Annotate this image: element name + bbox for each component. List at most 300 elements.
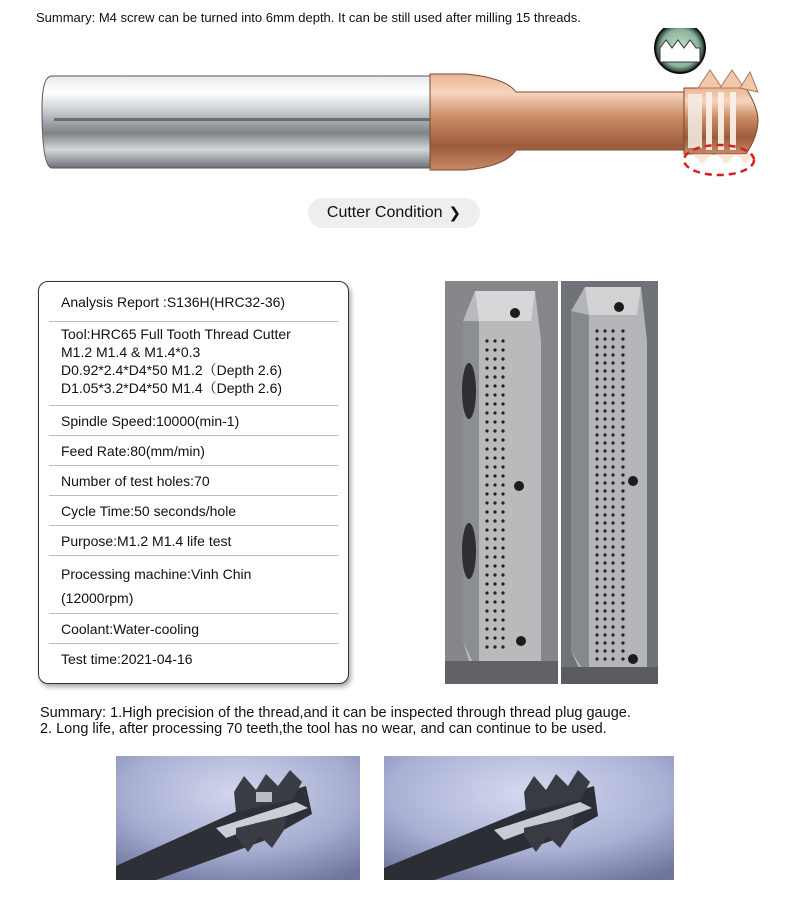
drilled-hole xyxy=(611,649,614,652)
drilled-hole xyxy=(621,353,624,356)
machine-row xyxy=(49,556,338,614)
drilled-hole xyxy=(501,618,504,621)
drilled-hole xyxy=(595,617,598,620)
purpose-row xyxy=(49,526,338,556)
drilled-hole xyxy=(485,555,488,558)
drilled-hole xyxy=(611,393,614,396)
drilled-hole xyxy=(611,561,614,564)
drilled-hole xyxy=(485,375,488,378)
drilled-hole xyxy=(611,441,614,444)
drilled-hole xyxy=(603,609,606,612)
drilled-hole xyxy=(485,438,488,441)
drilled-hole xyxy=(501,429,504,432)
drilled-hole xyxy=(595,569,598,572)
drilled-hole xyxy=(603,529,606,532)
drilled-hole xyxy=(595,329,598,332)
drilled-hole xyxy=(501,555,504,558)
drilled-hole xyxy=(595,377,598,380)
drilled-hole xyxy=(501,465,504,468)
drilled-hole xyxy=(493,627,496,630)
cutter-condition-label: Cutter Condition xyxy=(326,204,443,221)
drilled-hole xyxy=(485,600,488,603)
drilled-hole xyxy=(611,481,614,484)
drilled-hole xyxy=(621,649,624,652)
drilled-hole xyxy=(611,417,614,420)
drilled-hole xyxy=(493,456,496,459)
drilled-hole xyxy=(603,449,606,452)
drilled-hole xyxy=(611,537,614,540)
drilled-hole xyxy=(621,465,624,468)
drilled-hole xyxy=(501,375,504,378)
drilled-hole xyxy=(603,393,606,396)
drilled-hole xyxy=(493,645,496,648)
drilled-hole xyxy=(611,505,614,508)
drilled-hole xyxy=(621,585,624,588)
drilled-hole xyxy=(621,457,624,460)
drilled-hole xyxy=(595,457,598,460)
feed-rate-row xyxy=(49,436,338,466)
drilled-hole xyxy=(501,438,504,441)
drilled-hole xyxy=(493,546,496,549)
drilled-hole xyxy=(621,505,624,508)
report-title-row xyxy=(49,282,338,322)
drilled-hole xyxy=(493,573,496,576)
drilled-hole xyxy=(493,384,496,387)
drilled-hole xyxy=(485,456,488,459)
drilled-hole xyxy=(603,497,606,500)
drilled-hole xyxy=(603,561,606,564)
drilled-hole xyxy=(611,553,614,556)
drilled-hole xyxy=(595,433,598,436)
drilled-hole xyxy=(621,393,624,396)
drilled-hole xyxy=(603,457,606,460)
drilled-hole xyxy=(603,425,606,428)
drilled-hole xyxy=(611,577,614,580)
drilled-hole xyxy=(611,617,614,620)
drilled-hole xyxy=(485,357,488,360)
drilled-hole xyxy=(621,449,624,452)
drilled-hole xyxy=(603,545,606,548)
drilled-hole xyxy=(603,641,606,644)
workpiece-photo-left xyxy=(445,281,558,684)
drilled-hole xyxy=(485,492,488,495)
thread-cutter-illustration xyxy=(36,28,776,198)
drilled-hole xyxy=(595,561,598,564)
drilled-hole xyxy=(611,449,614,452)
drilled-hole xyxy=(611,369,614,372)
drilled-hole xyxy=(603,361,606,364)
drilled-hole xyxy=(611,513,614,516)
drilled-hole xyxy=(485,537,488,540)
drilled-hole xyxy=(485,348,488,351)
drilled-hole xyxy=(603,329,606,332)
test-time-row xyxy=(49,644,338,674)
drilled-hole xyxy=(621,425,624,428)
drilled-hole xyxy=(611,425,614,428)
drilled-hole xyxy=(493,375,496,378)
drilled-hole xyxy=(611,353,614,356)
coolant-row xyxy=(49,614,338,644)
drilled-hole xyxy=(603,617,606,620)
drilled-hole xyxy=(595,361,598,364)
drilled-hole xyxy=(493,555,496,558)
cycle-time: Cycle Time:50 seconds/hole xyxy=(61,503,237,519)
drilled-hole xyxy=(611,489,614,492)
drilled-hole xyxy=(621,385,624,388)
drilled-hole xyxy=(485,582,488,585)
drilled-hole xyxy=(611,521,614,524)
drilled-hole xyxy=(611,377,614,380)
drilled-hole xyxy=(485,636,488,639)
drilled-hole xyxy=(501,510,504,513)
drilled-hole xyxy=(611,345,614,348)
drilled-hole xyxy=(603,465,606,468)
drilled-hole xyxy=(621,441,624,444)
drilled-hole xyxy=(603,513,606,516)
drilled-hole xyxy=(603,409,606,412)
test-time: Test time:2021-04-16 xyxy=(61,651,193,667)
drilled-hole xyxy=(501,609,504,612)
cutter-condition-button[interactable] xyxy=(308,198,480,228)
drilled-hole xyxy=(485,627,488,630)
drilled-hole xyxy=(621,401,624,404)
tool-line-4: D1.05*3.2*D4*50 M1.4（Depth 2.6) xyxy=(61,380,283,396)
drilled-hole xyxy=(485,339,488,342)
drilled-hole xyxy=(611,569,614,572)
drilled-hole xyxy=(595,553,598,556)
drilled-hole xyxy=(493,618,496,621)
drilled-hole xyxy=(595,489,598,492)
drilled-hole xyxy=(485,474,488,477)
drilled-hole xyxy=(611,361,614,364)
machine-line-1: Processing machine:Vinh Chin xyxy=(61,566,252,582)
drilled-hole xyxy=(603,633,606,636)
drilled-hole xyxy=(493,474,496,477)
tool-line-2: M1.2 M1.4 & M1.4*0.3 xyxy=(61,344,201,360)
drilled-hole xyxy=(493,411,496,414)
drilled-hole xyxy=(595,497,598,500)
drilled-hole xyxy=(595,465,598,468)
drilled-hole xyxy=(493,339,496,342)
drilled-hole xyxy=(611,529,614,532)
machine-line-2: (12000rpm) xyxy=(61,590,134,606)
drilled-hole xyxy=(595,641,598,644)
drilled-hole xyxy=(603,577,606,580)
drilled-hole xyxy=(501,447,504,450)
coolant: Coolant:Water-cooling xyxy=(61,621,199,637)
drilled-hole xyxy=(595,393,598,396)
drilled-hole xyxy=(603,369,606,372)
drilled-hole xyxy=(603,601,606,604)
drilled-hole xyxy=(595,353,598,356)
drilled-hole xyxy=(493,438,496,441)
top-summary: Summary: M4 screw can be turned into 6mm depth. It can be still used after milling 15 threads. xyxy=(36,10,581,25)
drilled-hole xyxy=(485,411,488,414)
drilled-hole xyxy=(621,625,624,628)
drilled-hole xyxy=(611,329,614,332)
drilled-hole xyxy=(621,561,624,564)
drilled-hole xyxy=(485,510,488,513)
drilled-hole xyxy=(621,329,624,332)
drilled-hole xyxy=(485,564,488,567)
drilled-hole xyxy=(603,505,606,508)
drilled-hole xyxy=(485,573,488,576)
drilled-hole xyxy=(501,483,504,486)
drilled-hole xyxy=(595,449,598,452)
drilled-hole xyxy=(595,385,598,388)
chevron-right-icon: ❯ xyxy=(448,205,462,222)
drilled-hole xyxy=(603,345,606,348)
drilled-hole xyxy=(621,473,624,476)
analysis-report-card xyxy=(38,281,349,684)
drilled-hole xyxy=(485,618,488,621)
microscope-photo-left xyxy=(116,756,360,880)
drilled-hole xyxy=(493,492,496,495)
drilled-hole xyxy=(485,384,488,387)
drilled-hole xyxy=(603,473,606,476)
drilled-hole xyxy=(595,545,598,548)
drilled-hole xyxy=(485,501,488,504)
drilled-hole xyxy=(485,393,488,396)
drilled-hole xyxy=(611,465,614,468)
drilled-hole xyxy=(621,633,624,636)
drilled-hole xyxy=(621,641,624,644)
drilled-hole xyxy=(595,529,598,532)
drilled-hole xyxy=(493,591,496,594)
drilled-hole xyxy=(493,564,496,567)
drilled-hole xyxy=(621,409,624,412)
drilled-hole xyxy=(621,497,624,500)
drilled-hole xyxy=(493,519,496,522)
drilled-hole xyxy=(501,546,504,549)
test-holes: Number of test holes:70 xyxy=(61,473,210,489)
drilled-hole xyxy=(493,357,496,360)
drilled-hole xyxy=(485,402,488,405)
drilled-hole xyxy=(595,513,598,516)
drilled-hole xyxy=(501,627,504,630)
drilled-hole xyxy=(603,657,606,660)
drilled-hole xyxy=(493,465,496,468)
report-title: Analysis Report :S136H(HRC32-36) xyxy=(61,294,286,310)
drilled-hole xyxy=(621,433,624,436)
drilled-hole xyxy=(485,447,488,450)
drilled-hole xyxy=(595,505,598,508)
drilled-hole xyxy=(621,481,624,484)
drilled-hole xyxy=(485,528,488,531)
drilled-hole xyxy=(611,609,614,612)
drilled-hole xyxy=(611,409,614,412)
drilled-hole xyxy=(621,545,624,548)
drilled-hole xyxy=(603,569,606,572)
drilled-hole xyxy=(595,369,598,372)
drilled-hole xyxy=(621,417,624,420)
tool-line-3: D0.92*2.4*D4*50 M1.2（Depth 2.6) xyxy=(61,362,283,378)
drilled-hole xyxy=(611,457,614,460)
drilled-hole xyxy=(611,497,614,500)
drilled-hole xyxy=(611,401,614,404)
drilled-hole xyxy=(595,345,598,348)
drilled-hole xyxy=(595,625,598,628)
drilled-hole xyxy=(603,649,606,652)
drilled-hole xyxy=(493,609,496,612)
drilled-hole xyxy=(501,519,504,522)
drilled-hole xyxy=(501,537,504,540)
drilled-hole xyxy=(611,633,614,636)
drilled-hole xyxy=(621,593,624,596)
drilled-hole xyxy=(621,377,624,380)
drilled-hole xyxy=(595,521,598,524)
drilled-hole xyxy=(603,377,606,380)
workpiece-photo-right xyxy=(561,281,658,684)
spindle-speed: Spindle Speed:10000(min-1) xyxy=(61,413,240,429)
drilled-hole xyxy=(595,425,598,428)
microscope-photo-right xyxy=(384,756,674,880)
drilled-hole xyxy=(603,353,606,356)
drilled-hole xyxy=(485,645,488,648)
drilled-hole xyxy=(603,337,606,340)
drilled-hole xyxy=(493,429,496,432)
drilled-hole xyxy=(493,348,496,351)
drilled-hole xyxy=(501,366,504,369)
drilled-hole xyxy=(595,441,598,444)
drilled-hole xyxy=(595,481,598,484)
drilled-hole xyxy=(501,582,504,585)
drilled-hole xyxy=(611,641,614,644)
drilled-hole xyxy=(485,366,488,369)
drilled-hole xyxy=(621,553,624,556)
drilled-hole xyxy=(595,337,598,340)
drilled-hole xyxy=(603,521,606,524)
drilled-hole xyxy=(501,564,504,567)
drilled-hole xyxy=(621,537,624,540)
cycle-time-row xyxy=(49,496,338,526)
drilled-hole xyxy=(611,601,614,604)
drilled-hole xyxy=(621,369,624,372)
drilled-hole xyxy=(493,528,496,531)
drilled-hole xyxy=(603,441,606,444)
drilled-hole xyxy=(501,411,504,414)
spindle-speed-row xyxy=(49,406,338,436)
drilled-hole xyxy=(485,465,488,468)
drilled-hole xyxy=(595,577,598,580)
drilled-hole xyxy=(603,433,606,436)
drilled-hole xyxy=(501,348,504,351)
drilled-hole xyxy=(595,401,598,404)
drilled-hole xyxy=(501,393,504,396)
drilled-hole xyxy=(501,645,504,648)
drilled-hole xyxy=(493,501,496,504)
drilled-hole xyxy=(501,636,504,639)
drilled-hole xyxy=(493,600,496,603)
drilled-hole xyxy=(493,393,496,396)
drilled-hole xyxy=(621,657,624,660)
drilled-hole xyxy=(501,339,504,342)
thread-profile-icon xyxy=(655,28,705,73)
drilled-hole xyxy=(501,492,504,495)
drilled-hole xyxy=(501,456,504,459)
drilled-hole xyxy=(603,385,606,388)
drilled-hole xyxy=(621,513,624,516)
feed-rate: Feed Rate:80(mm/min) xyxy=(61,443,205,459)
drilled-hole xyxy=(603,489,606,492)
drilled-hole xyxy=(501,474,504,477)
bottom-summary-line-2: 2. Long life, after processing 70 teeth,the tool has no wear, and can continue to be used. xyxy=(40,721,607,737)
drilled-hole xyxy=(493,510,496,513)
drilled-hole xyxy=(493,483,496,486)
drilled-hole xyxy=(611,433,614,436)
drilled-hole xyxy=(501,528,504,531)
drilled-hole xyxy=(595,609,598,612)
report-tool-row xyxy=(49,322,338,406)
drilled-hole xyxy=(621,577,624,580)
drilled-hole xyxy=(501,600,504,603)
drilled-hole xyxy=(485,591,488,594)
drilled-hole xyxy=(621,609,624,612)
drilled-hole xyxy=(621,361,624,364)
drilled-hole xyxy=(621,345,624,348)
drilled-hole xyxy=(501,384,504,387)
drilled-hole xyxy=(621,569,624,572)
drilled-hole xyxy=(485,420,488,423)
drilled-hole xyxy=(611,473,614,476)
drilled-hole xyxy=(493,636,496,639)
drilled-hole xyxy=(595,585,598,588)
drilled-hole xyxy=(501,573,504,576)
drilled-hole xyxy=(611,585,614,588)
drilled-hole xyxy=(501,357,504,360)
drilled-hole xyxy=(595,409,598,412)
drilled-hole xyxy=(595,649,598,652)
drilled-hole xyxy=(621,337,624,340)
drilled-hole xyxy=(603,481,606,484)
drilled-hole xyxy=(493,447,496,450)
drilled-hole xyxy=(501,591,504,594)
drilled-hole xyxy=(485,429,488,432)
drilled-hole xyxy=(501,501,504,504)
drilled-hole xyxy=(603,537,606,540)
drilled-hole xyxy=(611,625,614,628)
drilled-hole xyxy=(611,657,614,660)
drilled-hole xyxy=(595,593,598,596)
drilled-hole xyxy=(611,385,614,388)
drilled-hole xyxy=(621,489,624,492)
drilled-hole xyxy=(611,337,614,340)
drilled-hole xyxy=(621,529,624,532)
tool-line-1: Tool:HRC65 Full Tooth Thread Cutter xyxy=(61,326,291,342)
drilled-hole xyxy=(485,546,488,549)
drilled-hole xyxy=(611,593,614,596)
drilled-hole xyxy=(493,420,496,423)
drilled-hole xyxy=(501,420,504,423)
drilled-hole xyxy=(603,417,606,420)
drilled-hole xyxy=(595,633,598,636)
drilled-hole xyxy=(595,417,598,420)
drilled-hole xyxy=(603,401,606,404)
drilled-hole xyxy=(493,582,496,585)
drilled-hole xyxy=(621,617,624,620)
drilled-hole xyxy=(595,601,598,604)
drilled-hole xyxy=(603,625,606,628)
drilled-hole xyxy=(493,537,496,540)
test-holes-row xyxy=(49,466,338,496)
drilled-hole xyxy=(493,366,496,369)
drilled-hole xyxy=(595,473,598,476)
drilled-hole xyxy=(501,402,504,405)
drilled-hole xyxy=(603,585,606,588)
drilled-hole xyxy=(485,483,488,486)
drilled-hole xyxy=(595,657,598,660)
bottom-summary xyxy=(40,705,631,737)
